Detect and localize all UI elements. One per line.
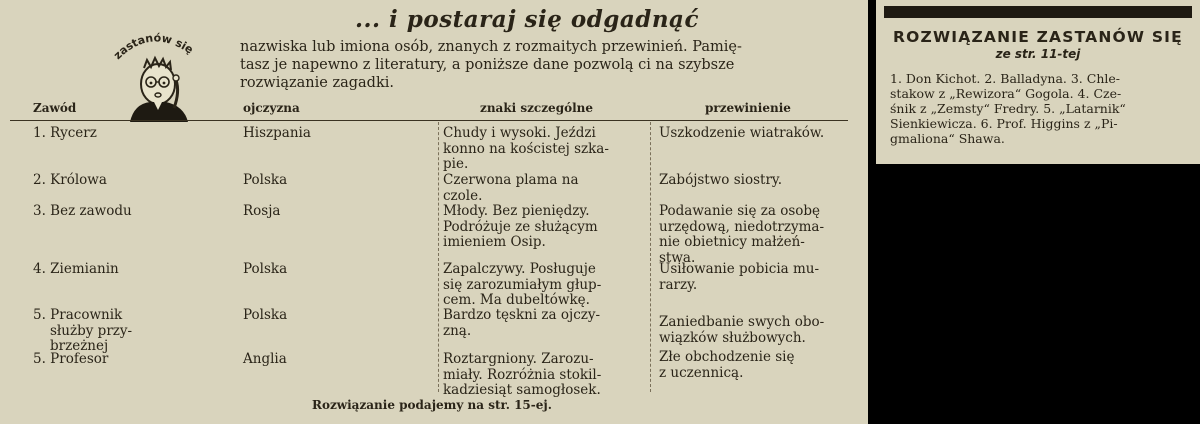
cell-ojczyzna: Hiszpania — [243, 125, 311, 141]
cell-przewinienie: Złe obchodzenie się z uczennicą. — [659, 349, 795, 381]
cell-zawod: 4. Ziemianin — [33, 261, 119, 277]
cell-znaki: Czerwona plama na czole. — [443, 172, 579, 204]
cell-ojczyzna: Rosja — [243, 203, 281, 219]
cell-zawod: 5. Profesor — [33, 351, 109, 367]
cell-znaki: Młody. Bez pieniędzy. Podróżuje ze służącym imieniem Osip. — [443, 203, 598, 250]
cell-znaki: Chudy i wysoki. Jeździ konno na kościstej szka- pie. — [443, 125, 609, 172]
cell-zawod: 3. Bez zawodu — [33, 203, 132, 219]
solution-line: stakow z „Rewizora“ Gogola. 4. Cze- — [890, 86, 1122, 101]
column-divider — [438, 122, 439, 392]
solution-subtitle: ze str. 11-tej — [995, 47, 1081, 61]
solution-line: Sienkiewicza. 6. Prof. Higgins z „Pi- — [890, 116, 1118, 131]
cell-przewinienie: Usiłowanie pobicia mu- rarzy. — [659, 261, 820, 293]
cell-znaki: Zapalczywy. Posługuje się zarozumiałym głup- cem. Ma dubeltówkę. — [443, 261, 602, 308]
header-rule — [10, 120, 848, 121]
cell-zawod: 1. Rycerz — [33, 125, 97, 141]
cell-znaki: Roztargniony. Zarozu- miały. Rozróżnia stokil- kadziesiąt samogłosek. — [443, 351, 602, 398]
puzzle-title: ... i postaraj się odgadnąć — [355, 6, 699, 33]
header-znaki: znaki szczególne — [480, 101, 594, 115]
cell-przewinienie: Podawanie się za osobę urzędową, niedotrzyma- nie obietnicy małżeń- stwa. — [659, 203, 825, 266]
svg-text:zastanów się — [111, 31, 195, 62]
solution-top-bar — [884, 6, 1192, 18]
cell-ojczyzna: Polska — [243, 172, 288, 188]
intro-line: rozwiązanie zagadki. — [240, 75, 394, 91]
cell-ojczyzna: Polska — [243, 307, 288, 323]
solution-body — [884, 71, 1192, 146]
intro-line: nazwiska lub imiona osób, znanych z rozmaitych przewinień. Pamię- — [240, 39, 742, 55]
cell-zawod: 2. Królowa — [33, 172, 107, 188]
puzzle-footnote: Rozwiązanie podajemy na str. 15-ej. — [312, 398, 552, 412]
solution-line: gmaliona“ Shawa. — [890, 131, 1005, 146]
cell-przewinienie: Uszkodzenie wiatraków. — [659, 125, 825, 141]
cell-zawod: 5. Pracownik służby przy- brzeżnej — [33, 307, 133, 354]
thinking-man-illustration — [100, 22, 220, 122]
column-divider — [650, 122, 651, 392]
cell-przewinienie: Zabójstwo siostry. — [659, 172, 783, 188]
header-zawod: Zawód — [33, 101, 77, 115]
intro-line: tasz je napewno z literatury, a poniższe dane pozwolą ci na szybsze — [240, 57, 735, 73]
solution-line: 1. Don Kichot. 2. Balladyna. 3. Chle- — [890, 71, 1120, 86]
puzzle-intro — [240, 38, 840, 92]
header-przewinienie: przewinienie — [705, 101, 791, 115]
cell-ojczyzna: Polska — [243, 261, 288, 277]
cell-przewinienie: Zaniedbanie swych obo- wiązków służbowych. — [659, 314, 825, 346]
cartoon-caption: zastanów się — [111, 31, 196, 63]
cell-ojczyzna: Anglia — [243, 351, 287, 367]
header-ojczyzna: ojczyzna — [243, 101, 300, 115]
solution-title: ROZWIĄZANIE ZASTANÓW SIĘ — [893, 28, 1183, 46]
cell-znaki: Bardzo tęskni za ojczy- zną. — [443, 307, 601, 339]
solution-line: śnik z „Zemsty“ Fredry. 5. „Latarnik“ — [890, 101, 1126, 116]
solution-panel — [876, 0, 1200, 164]
